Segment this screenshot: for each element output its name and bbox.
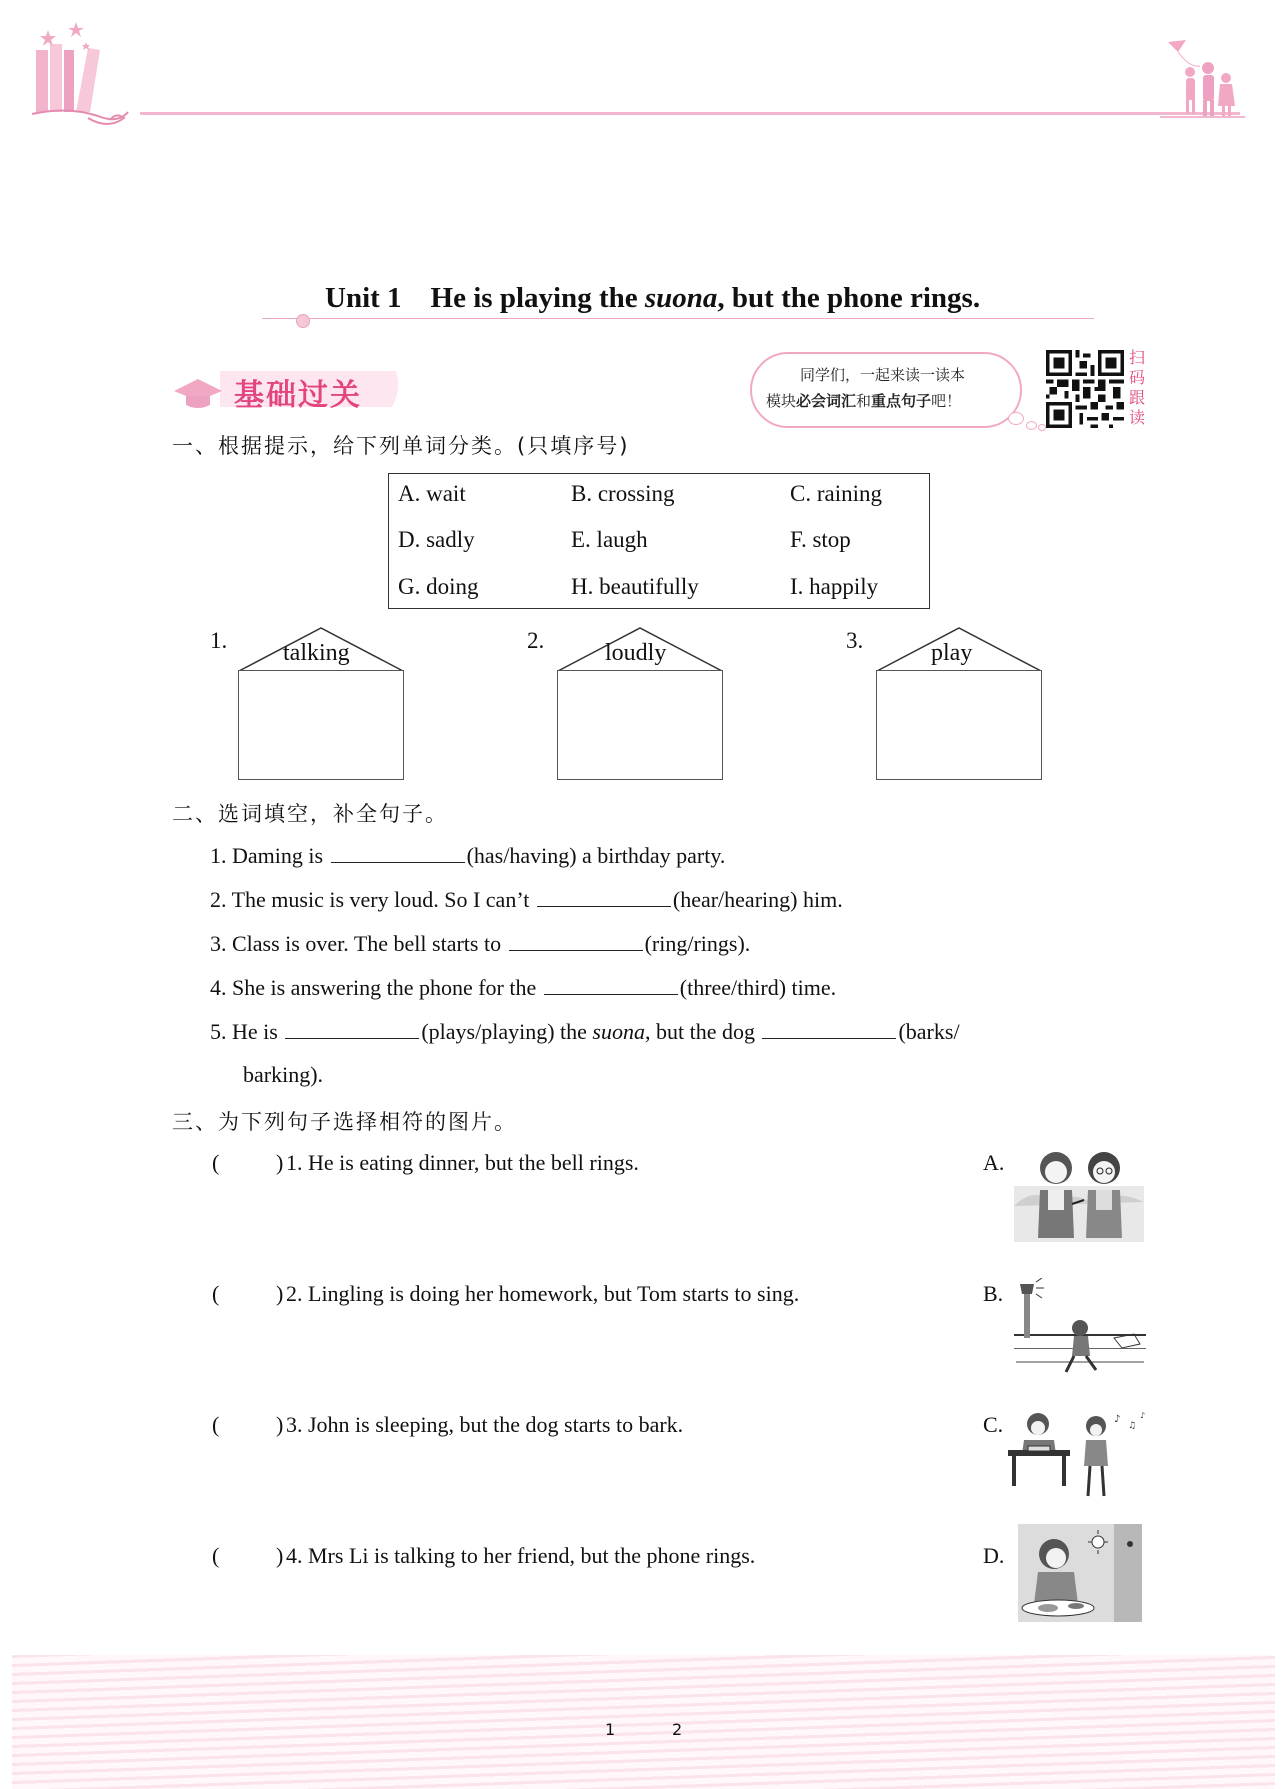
sentence-text: (has/having) a birthday party. — [466, 843, 726, 868]
house-category-word: play — [931, 640, 973, 666]
unit-label: Unit 1 — [325, 282, 402, 314]
house-number: 1. — [210, 628, 228, 653]
word-option: A. wait — [398, 481, 466, 506]
sentence-text: 4. She is answering the phone for the — [210, 975, 537, 1000]
house-category-word: talking — [283, 640, 350, 666]
svg-text:♪: ♪ — [1140, 1411, 1146, 1420]
title-dot — [296, 314, 310, 328]
title-text-end: , but the phone rings. — [717, 282, 981, 314]
q3-heading: 三、为下列句子选择相符的图片。 — [172, 1110, 517, 1134]
word-option: D. sadly — [398, 527, 475, 552]
italic-word: suona — [592, 1019, 645, 1044]
answer-paren-open: ( — [212, 1150, 220, 1175]
house-category-word: loudly — [605, 640, 667, 666]
answer-paren-blank[interactable] — [230, 1412, 274, 1438]
word-option: I. happily — [790, 574, 879, 599]
answer-paren-close: ) — [276, 1281, 284, 1306]
sentence-text: (ring/rings). — [644, 931, 751, 956]
picture-letter: A. — [983, 1150, 1005, 1175]
qr-label-char: 读 — [1128, 408, 1145, 427]
books-logo-icon — [28, 20, 148, 130]
bubble-text-part: 和 — [856, 392, 872, 410]
answer-paren-close: ) — [276, 1150, 284, 1175]
q3-sentence: 2. Lingling is doing her homework, but Tom starts to sing. — [286, 1281, 800, 1306]
bubble-bold-vocab: 必会词汇 — [796, 392, 857, 410]
header-divider — [140, 112, 1240, 115]
word-option: G. doing — [398, 574, 479, 599]
bubble-tail-dot — [1026, 421, 1037, 430]
homework-singing-picture — [1008, 1406, 1150, 1500]
bubble-text-part: 模块 — [766, 392, 797, 410]
q1-heading: 一、根据提示，给下列单词分类。(只填序号) — [172, 434, 630, 458]
house-number: 3. — [846, 628, 864, 653]
q3-sentence: 4. Mrs Li is talking to her friend, but the phone rings. — [286, 1543, 756, 1568]
eating-dinner-bell-picture — [1018, 1524, 1142, 1622]
bubble-bold-sentences: 重点句子 — [871, 392, 932, 410]
title-text-start: He is playing the — [430, 282, 645, 314]
word-option: B. crossing — [571, 481, 675, 506]
two-women-talking-picture — [1014, 1146, 1144, 1242]
house-answer-box[interactable] — [238, 670, 404, 780]
house-answer-box[interactable] — [557, 670, 723, 780]
qr-scan-label — [1128, 348, 1146, 428]
word-option: H. beautifully — [571, 574, 699, 599]
footer-band — [12, 1655, 1275, 1789]
sentence-text: 5. He is — [210, 1019, 278, 1044]
bubble-text-part: 吧！ — [931, 392, 962, 410]
answer-paren-blank[interactable] — [230, 1150, 274, 1176]
bubble-tail-dot — [1038, 424, 1046, 431]
word-option: E. laugh — [571, 527, 648, 552]
page-title — [325, 282, 980, 315]
q2-sentence-5-cont: barking). — [243, 1062, 324, 1087]
answer-paren-open: ( — [212, 1543, 220, 1568]
bubble-text-line1: 同学们，一起来读一读本 — [800, 366, 966, 384]
answer-blank[interactable] — [537, 886, 671, 907]
answer-paren-blank[interactable] — [230, 1281, 274, 1307]
q2-heading: 二、选词填空，补全句子。 — [172, 802, 448, 826]
house-number: 2. — [527, 628, 545, 653]
qr-label-char: 跟 — [1128, 388, 1145, 407]
sentence-text: 2. The music is very loud. So I can’t — [210, 887, 530, 912]
house-answer-box[interactable] — [876, 670, 1042, 780]
qr-label-char: 扫 — [1128, 348, 1145, 367]
answer-paren-blank[interactable] — [230, 1543, 274, 1569]
q2-sentence-2 — [210, 886, 843, 913]
svg-text:♪: ♪ — [1114, 1414, 1121, 1425]
answer-blank[interactable] — [285, 1018, 419, 1039]
answer-paren-open: ( — [212, 1412, 220, 1437]
picture-letter: C. — [983, 1412, 1004, 1437]
answer-paren-open: ( — [212, 1281, 220, 1306]
title-underline — [262, 318, 1094, 319]
qr-code-icon[interactable] — [1046, 350, 1124, 428]
svg-text:♫: ♫ — [1128, 1421, 1137, 1431]
word-option: C. raining — [790, 481, 882, 506]
bell-ringing-running-picture — [1014, 1278, 1146, 1382]
page-number-right: 2 — [672, 1720, 683, 1739]
section-title: 基础过关 — [234, 378, 362, 413]
family-kite-icon — [1160, 38, 1245, 118]
q2-sentence-3 — [210, 930, 750, 957]
q3-sentence: 1. He is eating dinner, but the bell rings. — [286, 1150, 639, 1175]
sentence-text: (three/third) time. — [679, 975, 837, 1000]
sentence-text: (plays/playing) the — [421, 1019, 587, 1044]
page-number-left: 1 — [605, 1720, 616, 1739]
q3-sentence: 3. John is sleeping, but the dog starts to bark. — [286, 1412, 684, 1437]
bubble-tail-dot — [1008, 412, 1024, 425]
answer-blank[interactable] — [762, 1018, 896, 1039]
bubble-text-line2 — [766, 390, 961, 411]
sentence-text: (hear/hearing) him. — [672, 887, 843, 912]
picture-letter: D. — [983, 1543, 1005, 1568]
answer-blank[interactable] — [331, 842, 465, 863]
q2-sentence-4 — [210, 974, 836, 1001]
title-italic-word: suona — [644, 282, 718, 314]
answer-blank[interactable] — [509, 930, 643, 951]
picture-letter: B. — [983, 1281, 1004, 1306]
sentence-text: 3. Class is over. The bell starts to — [210, 931, 502, 956]
sentence-text: (barks/ — [898, 1019, 960, 1044]
word-option: F. stop — [790, 527, 851, 552]
q2-sentence-5 — [210, 1018, 960, 1045]
sentence-text: 1. Daming is — [210, 843, 324, 868]
answer-blank[interactable] — [544, 974, 678, 995]
answer-paren-close: ) — [276, 1412, 284, 1437]
answer-paren-close: ) — [276, 1543, 284, 1568]
q2-sentence-1 — [210, 842, 725, 869]
sentence-text: , but the dog — [644, 1019, 755, 1044]
qr-label-char: 码 — [1128, 368, 1145, 387]
